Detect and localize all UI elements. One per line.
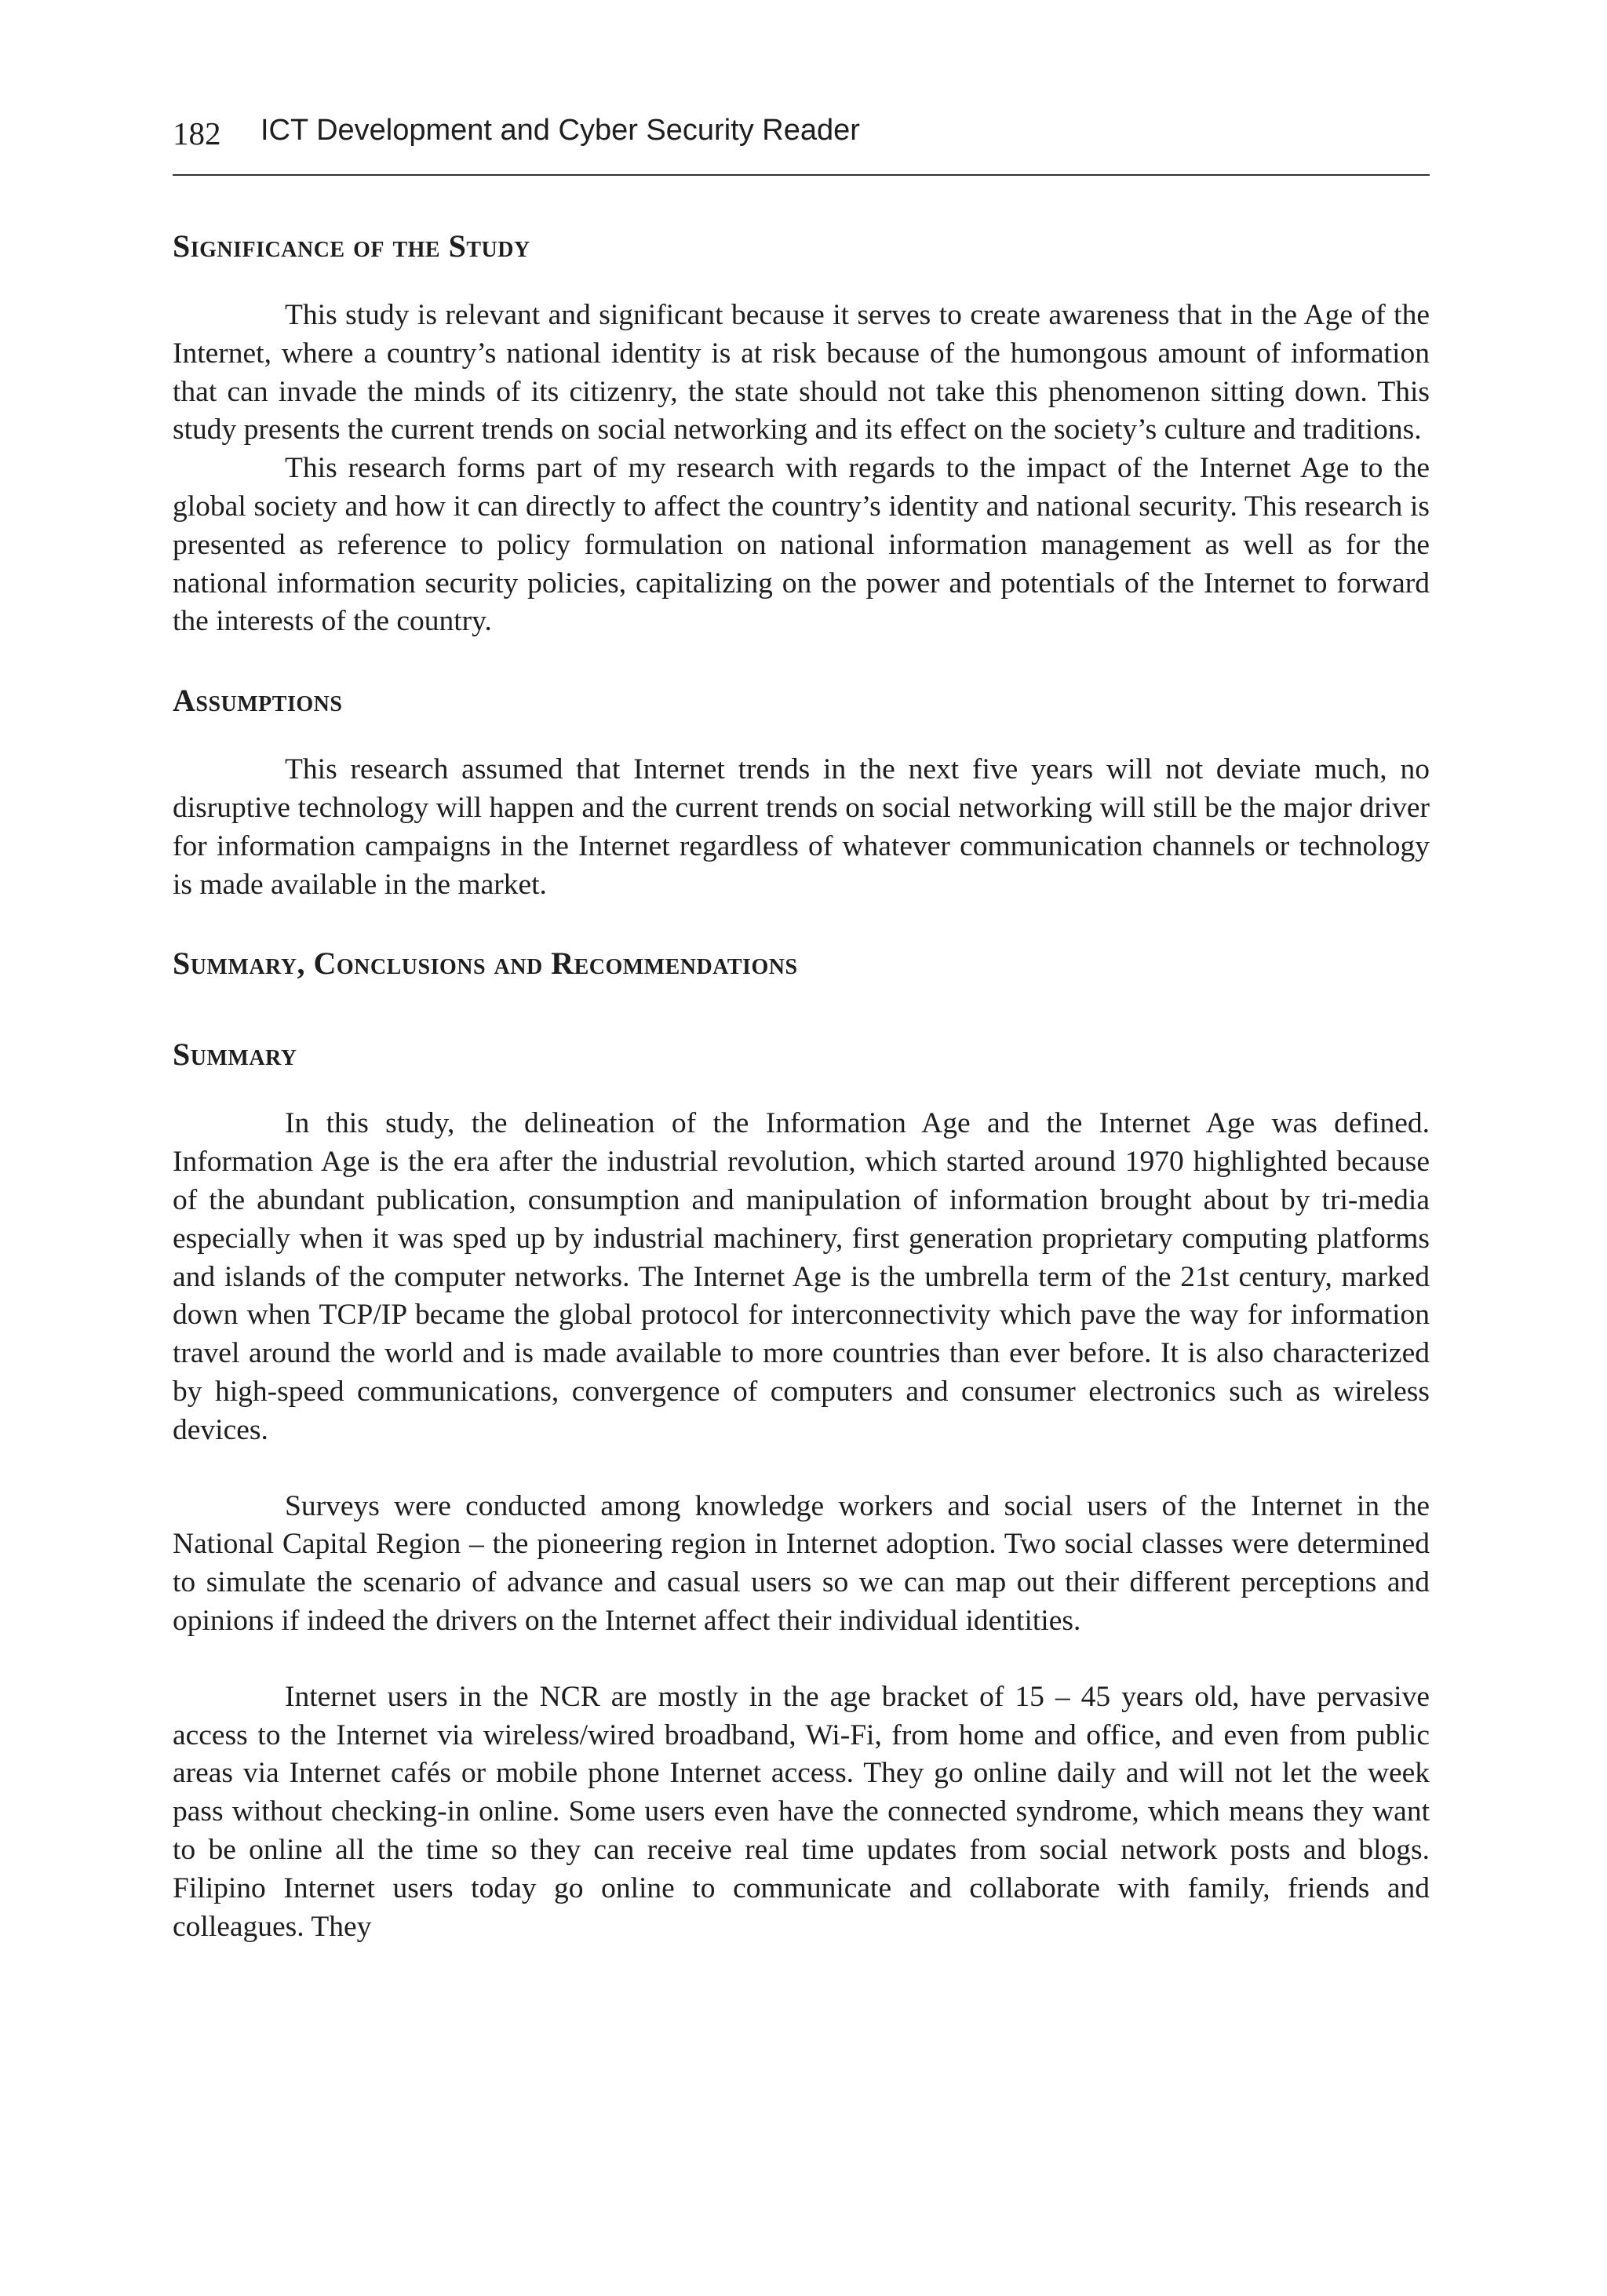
paragraph-significance-2: This research forms part of my research with regards to the impact of the Internet Age to the global society and how it can directly to affect the country’s identity and national security. This research is presented as reference to policy formulation on national information management as well as for the national information security policies, capitalizing on the power and potentials of the Internet to forward the interests of the country. bbox=[173, 452, 1430, 638]
page-header bbox=[173, 108, 1430, 155]
paragraph-summary-2: Surveys were conducted among knowledge workers and social users of the Internet in the National Capital Region – the pioneering region in Internet adoption. Two social classes were determined to simulate the scenario of advance and casual users so we can map out their different perceptions and opinions if indeed the drivers on the Internet affect their individual identities. bbox=[173, 1489, 1430, 1637]
paragraph-assumptions-1: This research assumed that Internet trends in the next five years will not deviate much, no disruptive technology will happen and the current trends on social networking will still be the major driver for information campaigns in the Internet regardless of whatever communication channels or technology is made available in the market. bbox=[173, 753, 1430, 901]
heading-summary-conclusions-recommendations: Summary, Conclusions and Recommendations bbox=[173, 946, 798, 982]
paragraph-significance-1: This study is relevant and significant because it serves to create awareness that in the Age of the Internet, where a country’s national identity is at risk because of the humongous amount of information that can invade the minds of its citizenry, the state should not take this phenomenon sitting down. This study presents the current trends on social networking and its effect on the society’s culture and traditions. bbox=[173, 299, 1430, 446]
paragraph-summary-3: Internet users in the NCR are mostly in the age bracket of 15 – 45 years old, have pervasive access to the Internet via wireless/wired broadband, Wi-Fi, from home and office, and even from public areas via Internet cafés or mobile phone Internet access. They go online daily and will not let the week pass without checking-in online. Some users even have the connected syndrome, which means they want to be online all the time so they can receive real time updates from social network posts and blogs. Filipino Internet users today go online to communicate and collaborate with family, friends and colleagues. They bbox=[173, 1680, 1430, 1943]
paragraph-summary-1: In this study, the delineation of the Information Age and the Internet Age was defined. Information Age is the era after the industrial revolution, which started around 1970 highlighted because of the abundant publication, consumption and manipulation of information brought about by tri-media especially when it was sped up by industrial machinery, first generation proprietary computing platforms and islands of the computer networks. The Internet Age is the umbrella term of the 21st century, marked down when TCP/IP became the global protocol for interconnectivity which pave the way for information travel around the world and is made available to more countries than ever before. It is also characterized by high-speed communications, convergence of computers and consumer electronics such as wireless devices. bbox=[173, 1107, 1430, 1446]
header-rule bbox=[173, 174, 1430, 176]
heading-significance-of-the-study: Significance of the Study bbox=[173, 228, 530, 264]
heading-assumptions: Assumptions bbox=[173, 683, 343, 719]
heading-summary: Summary bbox=[173, 1037, 297, 1073]
page-number: 182 bbox=[173, 115, 221, 151]
page-content bbox=[173, 221, 1430, 1946]
running-title: ICT Development and Cyber Security Reader bbox=[261, 114, 860, 147]
